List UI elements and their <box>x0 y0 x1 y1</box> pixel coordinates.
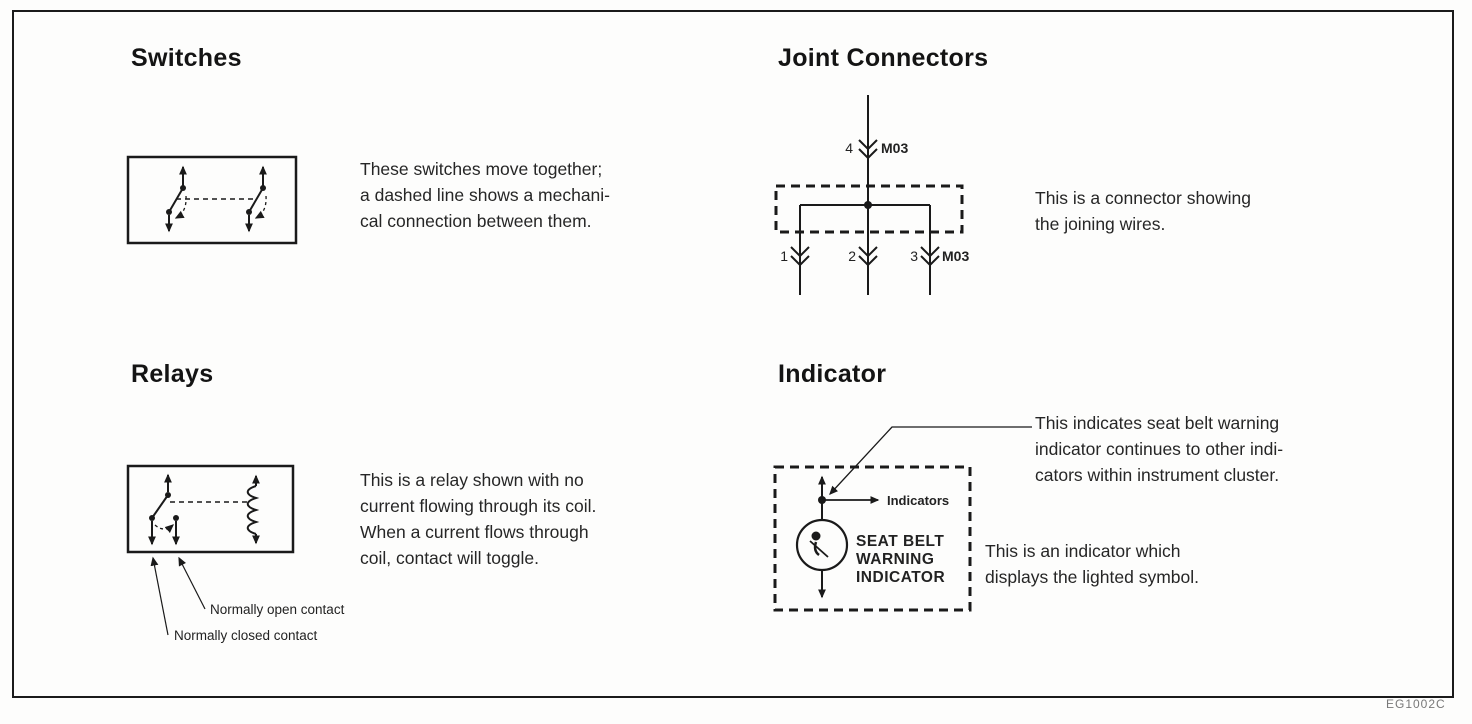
indicator-symbol-label: INDICATOR <box>856 569 946 586</box>
normally-open-label: Normally open contact <box>210 602 345 617</box>
text-line: indicator continues to other indi- <box>1035 439 1284 459</box>
connector-code-label: M03 <box>881 140 909 156</box>
normally-closed-label: Normally closed contact <box>174 628 318 643</box>
pin-label: 1 <box>780 248 788 264</box>
text-line: cators within instrument cluster. <box>1035 465 1280 485</box>
switches-diagram <box>125 150 315 255</box>
joint-connector-diagram <box>770 88 1010 303</box>
indicator-symbol-label: SEAT BELT <box>856 533 945 550</box>
text-line: cal connection between them. <box>360 211 592 231</box>
indicators-arrow-label: Indicators <box>887 493 950 508</box>
text-line: This indicates seat belt warning <box>1035 413 1280 433</box>
seat-belt-symbol-icon <box>810 532 828 558</box>
text-line: This is a connector showing <box>1035 188 1251 208</box>
text-line: When a current flows through <box>360 522 589 542</box>
relays-description <box>360 467 596 571</box>
switches-heading: Switches <box>131 44 242 72</box>
contact-pointer-arrows <box>153 558 205 635</box>
figure-code: EG1002C <box>1386 697 1446 711</box>
switch-symbol-left <box>166 167 186 231</box>
switches-description <box>360 156 610 234</box>
text-line: These switches move together; <box>360 159 603 179</box>
switches-box <box>128 157 296 243</box>
connector-code-label: M03 <box>942 248 970 264</box>
indicator-symbol-label: WARNING <box>856 551 935 568</box>
indicator-lamp-circle <box>797 520 847 570</box>
text-line: the joining wires. <box>1035 214 1166 234</box>
relay-coil-symbol <box>248 476 256 543</box>
joint-connectors-heading: Joint Connectors <box>778 44 989 72</box>
indicator-heading: Indicator <box>778 360 887 388</box>
pin-label: 4 <box>845 140 853 156</box>
joint-connectors-description <box>1035 185 1251 237</box>
indicator-callout-text <box>1035 410 1283 488</box>
text-line: This is an indicator which <box>985 541 1181 561</box>
relay-contact-symbol <box>149 475 179 544</box>
text-line: a dashed line shows a mechani- <box>360 185 611 205</box>
pin-label: 3 <box>910 248 918 264</box>
text-line: displays the lighted symbol. <box>985 567 1199 587</box>
pin-label: 2 <box>848 248 856 264</box>
text-line: coil, contact will toggle. <box>360 548 539 568</box>
text-line: This is a relay shown with no <box>360 470 584 490</box>
callout-arrow-line <box>830 427 1032 494</box>
text-line: current flowing through its coil. <box>360 496 597 516</box>
indicator-description <box>985 538 1199 590</box>
relays-heading: Relays <box>131 360 214 388</box>
